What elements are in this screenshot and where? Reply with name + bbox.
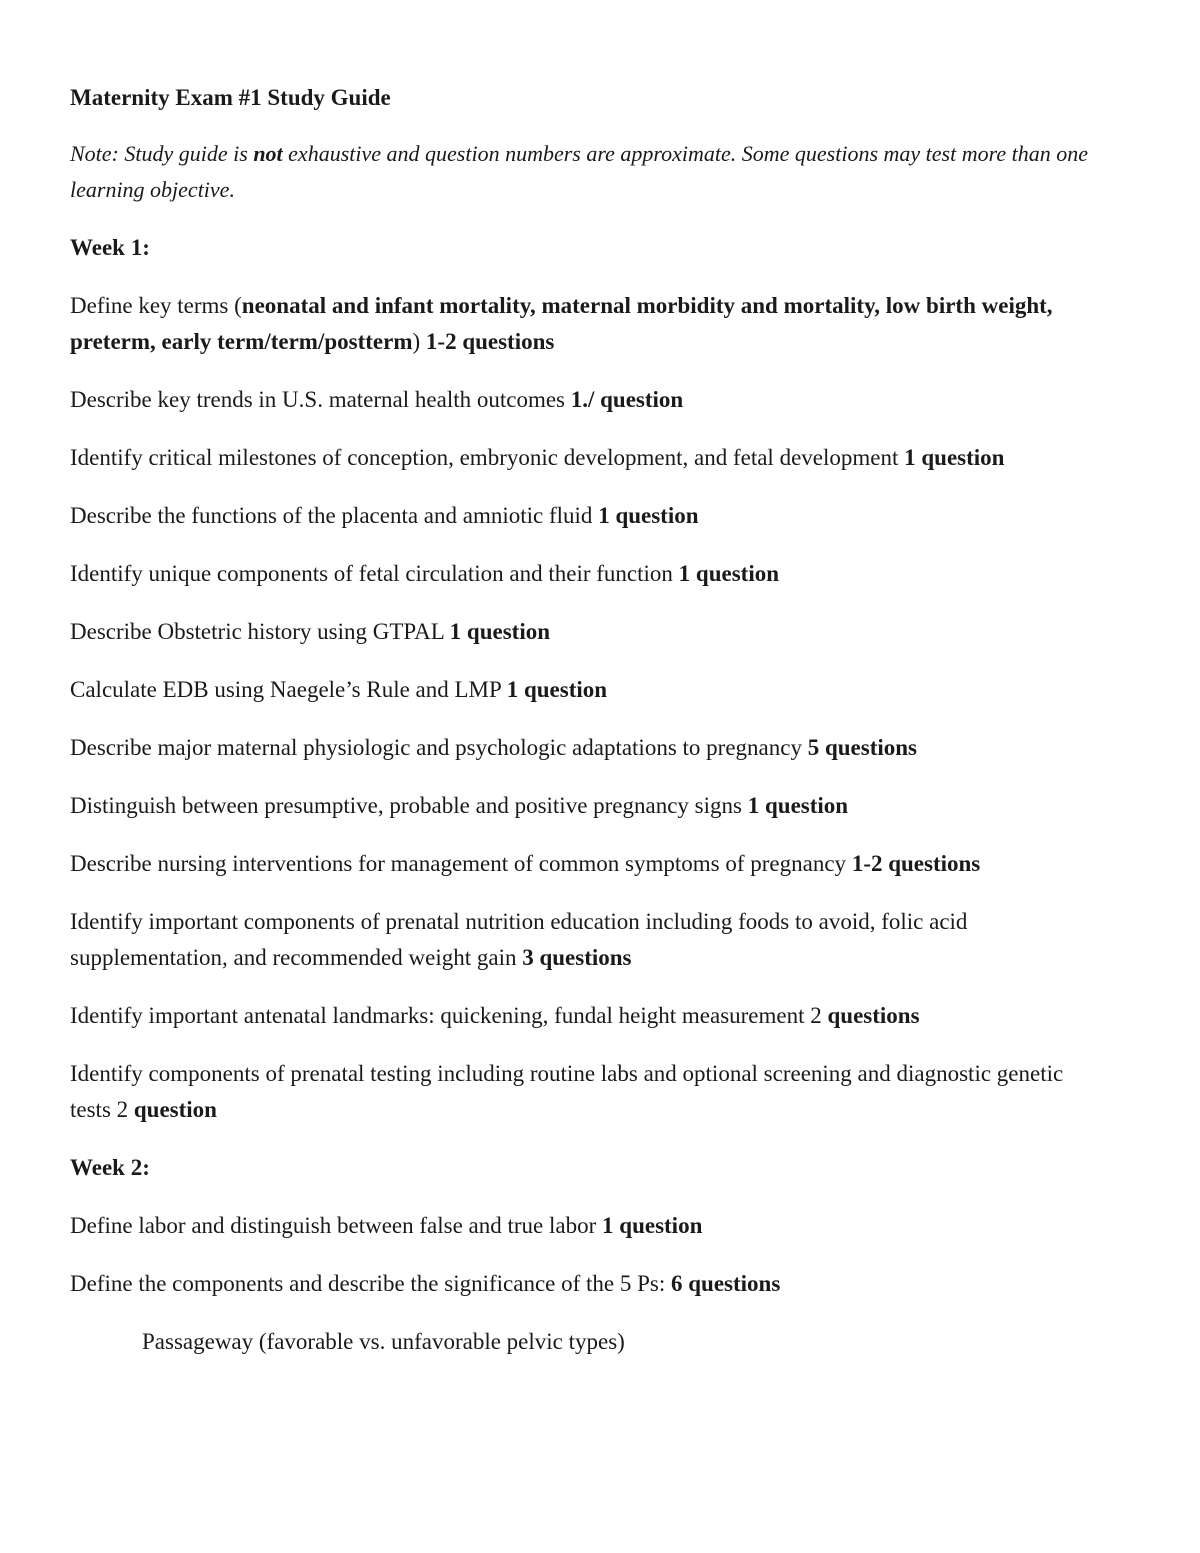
question-count: 3 questions: [522, 945, 632, 970]
objective-item: [70, 1056, 1090, 1128]
objective-item: [70, 556, 1090, 592]
question-count: 1 question: [747, 793, 849, 818]
objective-item: [70, 672, 1090, 708]
objective-text: Describe major maternal physiologic and psychologic adaptations to pregnancy: [70, 735, 808, 760]
question-count: 1 question: [678, 561, 780, 586]
objective-text: Define key terms (: [70, 293, 242, 318]
question-count: 1-2 questions: [851, 851, 981, 876]
question-count: question: [133, 1097, 217, 1122]
objective-text: Describe Obstetric history using GTPAL: [70, 619, 450, 644]
objective-text: Identify important antenatal landmarks: quickening, fundal height measurement 2: [70, 1003, 828, 1028]
objective-text: Calculate EDB using Naegele’s Rule and LMP: [70, 677, 507, 702]
question-count: 1 question: [602, 1213, 703, 1238]
objective-item: [70, 788, 1090, 824]
objective-text: Identify important components of prenatal nutrition education including foods to avoid, folic acid supplementation, and recommended weight gain: [70, 909, 968, 970]
note-emphasis: not: [253, 141, 283, 166]
objective-bold-terms: neonatal and infant mortality, maternal morbidity and mortality, low birth weight, preterm, early term/term/postterm: [70, 293, 1053, 354]
objective-text: Define labor and distinguish between false and true labor: [70, 1213, 603, 1238]
page-title: Maternity Exam #1 Study Guide: [70, 85, 391, 110]
objective-text: Identify components of prenatal testing including routine labs and optional screening and diagnostic genetic tests 2: [70, 1061, 1064, 1122]
objective-text: Identify unique components of fetal circulation and their function: [70, 561, 679, 586]
objective-item: [70, 904, 1090, 976]
question-count: 6 questions: [671, 1271, 781, 1296]
sub-objective-item: Passageway (favorable vs. unfavorable pelvic types): [142, 1329, 625, 1354]
objective-item: [70, 730, 1090, 766]
question-count: 5 questions: [807, 735, 917, 760]
objective-text: Describe the functions of the placenta and amniotic fluid: [70, 503, 599, 528]
objective-item: [70, 998, 1090, 1034]
question-count: 1 question: [904, 445, 1005, 470]
question-count: 1-2 questions: [420, 329, 555, 354]
note-text-post: exhaustive and question numbers are approximate. Some questions may test more than one learning objective.: [70, 141, 1088, 202]
objective-item: [70, 440, 1090, 476]
objective-item: [70, 1266, 1090, 1302]
objective-text: Define the components and describe the significance of the 5 Ps:: [70, 1271, 672, 1296]
objective-text: Describe key trends in U.S. maternal health outcomes: [70, 387, 571, 412]
objective-item: [70, 846, 1090, 882]
week-1-heading: Week 1:: [70, 235, 150, 260]
objective-item: [70, 1208, 1090, 1244]
objective-text: ): [412, 329, 421, 354]
objective-item: [70, 288, 1090, 360]
question-count: 1./ question: [570, 387, 684, 412]
question-count: 1 question: [598, 503, 699, 528]
question-count: questions: [827, 1003, 920, 1028]
note-text-pre: Note: Study guide is: [70, 141, 254, 166]
week-2-heading: Week 2:: [70, 1155, 150, 1180]
objective-item: [70, 382, 1090, 418]
question-count: 1 question: [449, 619, 551, 644]
study-guide-note: [70, 136, 1090, 208]
objective-item: [70, 498, 1090, 534]
objective-text: Describe nursing interventions for management of common symptoms of pregnancy: [70, 851, 852, 876]
objective-text: Distinguish between presumptive, probable and positive pregnancy signs: [70, 793, 748, 818]
objective-text: Identify critical milestones of conception, embryonic development, and fetal development: [70, 445, 905, 470]
question-count: 1 question: [506, 677, 608, 702]
objective-item: [70, 614, 1090, 650]
